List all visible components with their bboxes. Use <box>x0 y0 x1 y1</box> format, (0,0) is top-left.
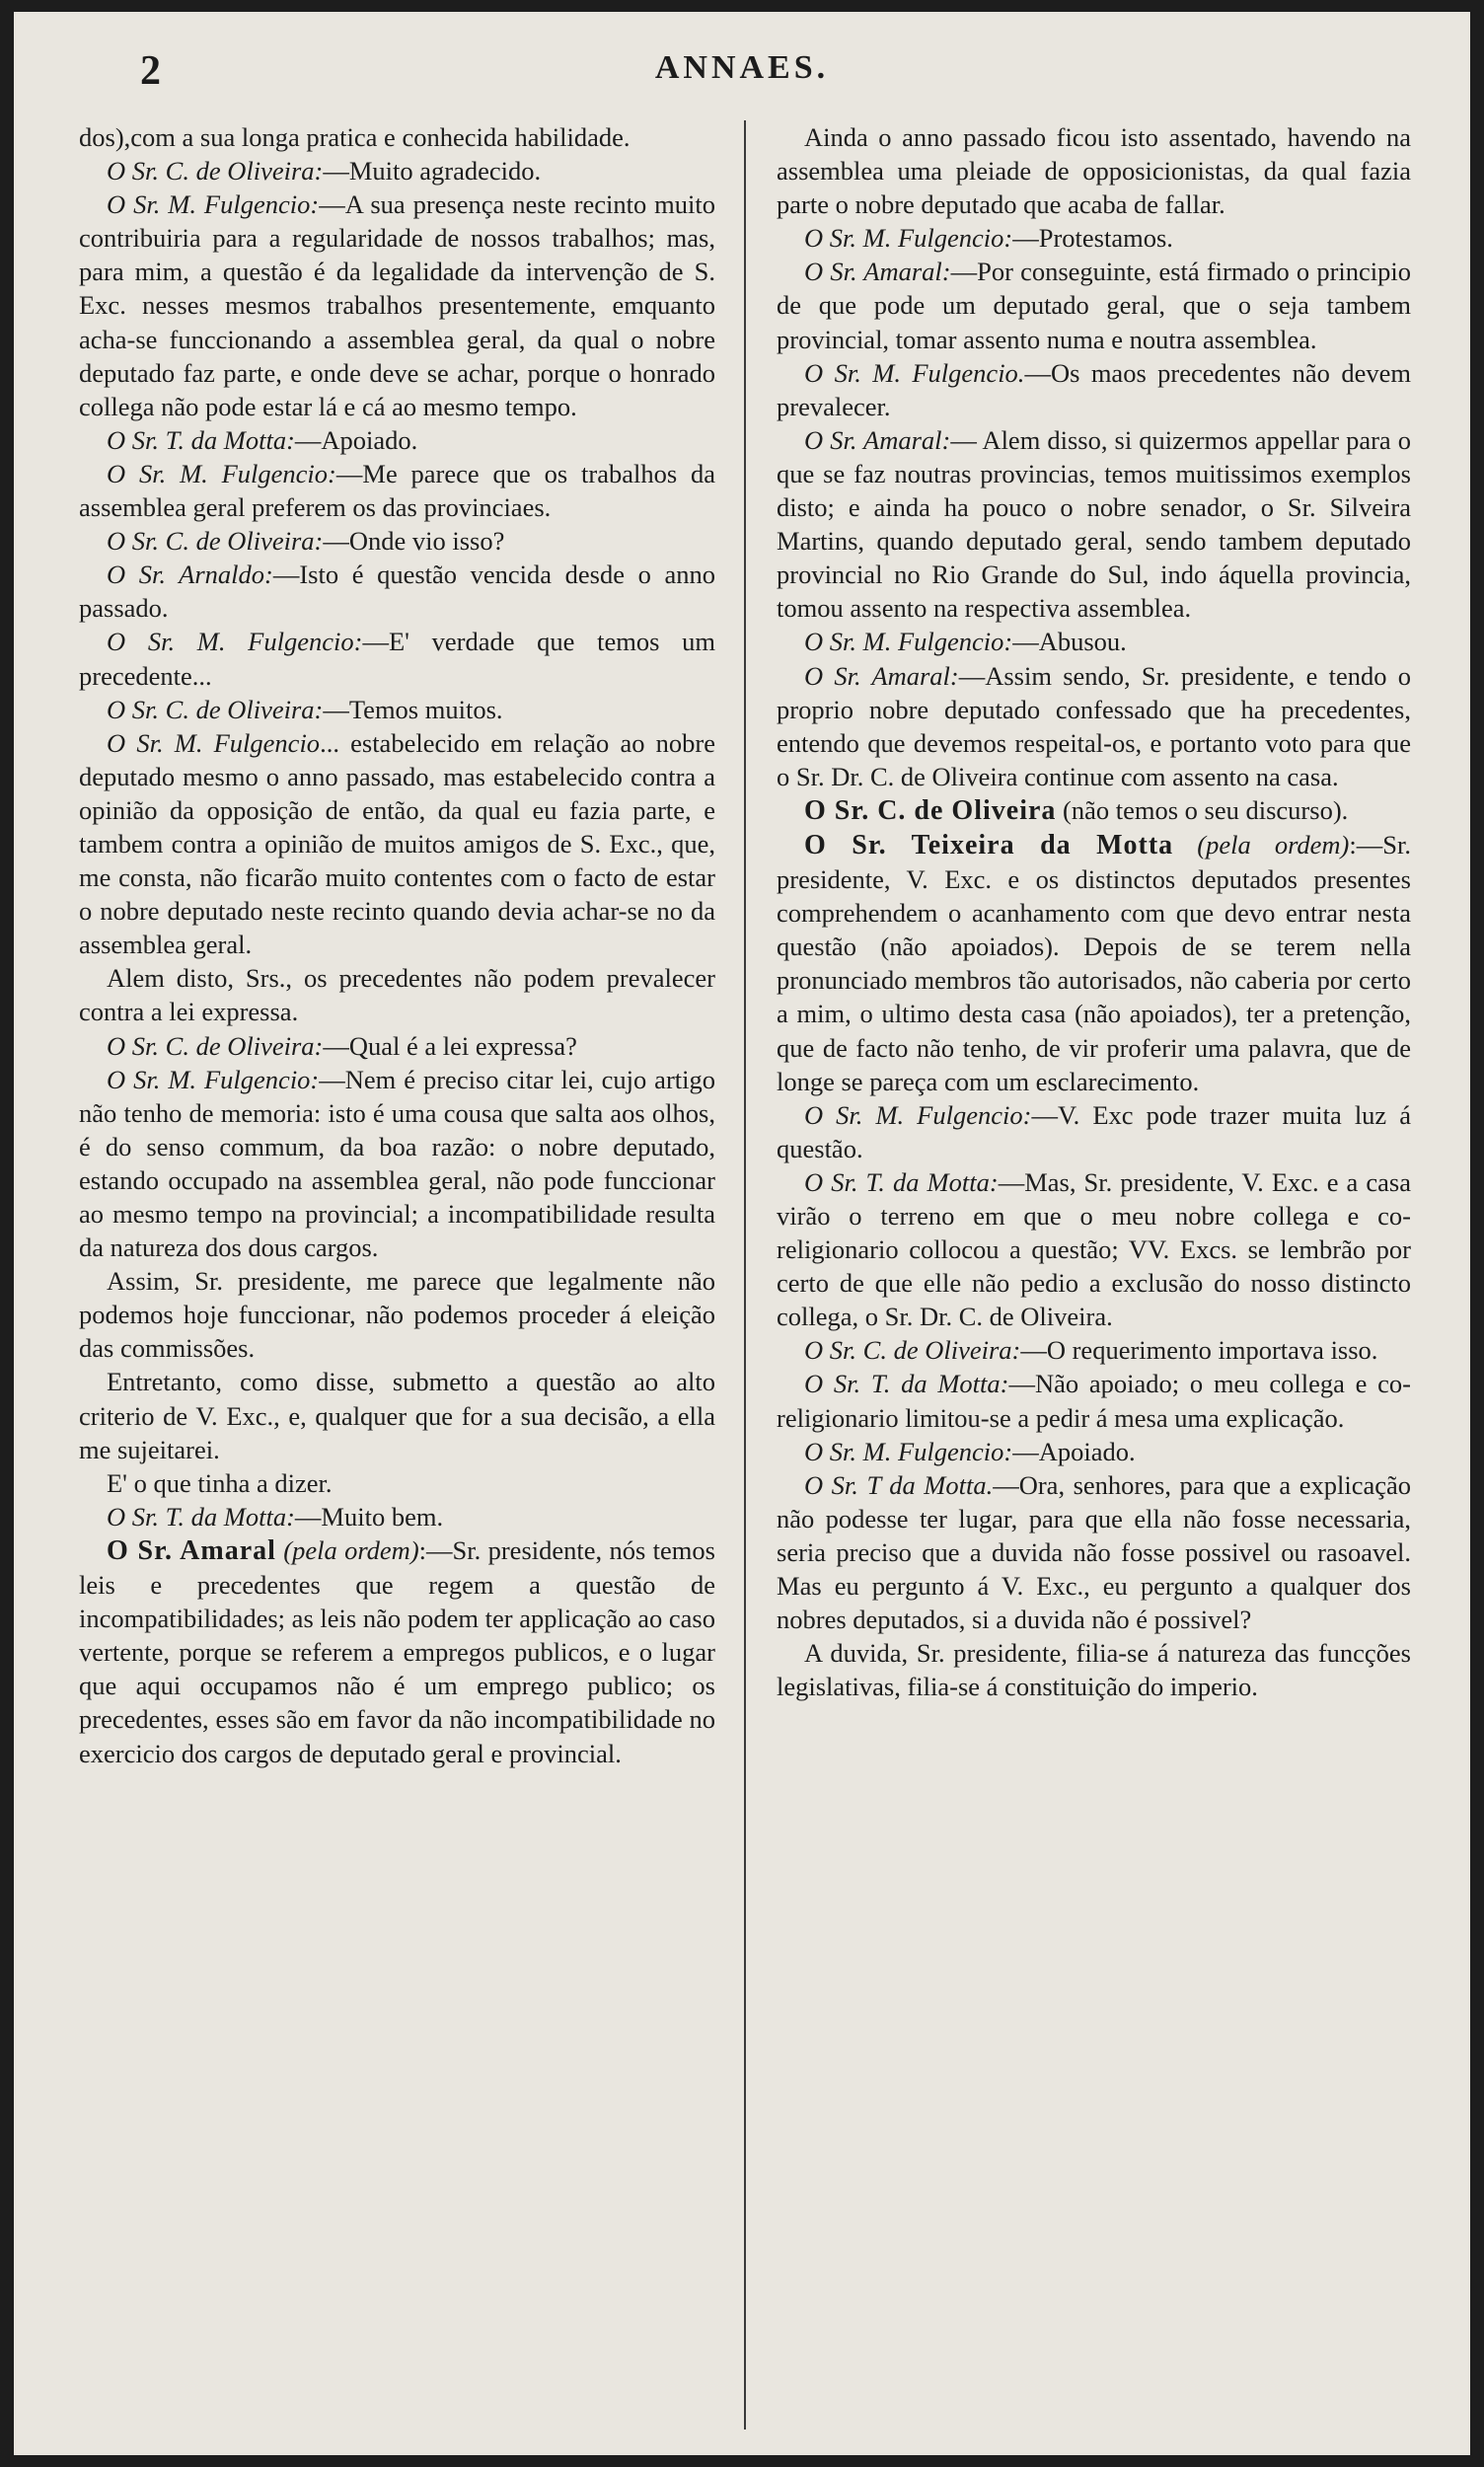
speaker-name: O Sr. Amaral <box>107 1534 276 1566</box>
speaker-name: O Sr. T. da Motta: <box>107 424 295 455</box>
column-divider <box>744 120 746 2430</box>
paragraph <box>79 1533 715 1770</box>
paragraph <box>79 120 715 154</box>
speaker-name: O Sr. Amaral: <box>804 257 951 287</box>
paragraph-text: E' o que tinha a dizer. <box>107 1467 333 1498</box>
paragraph-text: :—Sr. presidente, V. Exc. e os distinctos deputados presentes comprehendem o acanhamento com que devo entrar nesta questão (não apoiados). Depois de se terem nella pronunciado membros tão autorisados, não caberia por certo a mim, o ultimo desta casa (não apoiados), ter a pretenção, que de facto não tenho, de vir proferir uma palavra, que de longe se pareça com um esclarecimento. <box>777 829 1411 1096</box>
page-number: 2 <box>140 48 161 94</box>
paragraph-text: (não temos o seu discurso). <box>1056 794 1349 825</box>
paragraph-text: —Muito bem. <box>294 1501 444 1532</box>
paragraph <box>79 423 715 457</box>
speaker-name: O Sr. C. de Oliveira <box>804 794 1057 826</box>
paragraph <box>777 1468 1411 1636</box>
paragraph-text: —Isto é questão vencida desde o anno passado. <box>79 560 715 624</box>
paragraph-text: —Onde vio isso? <box>323 526 505 557</box>
paragraph <box>777 120 1411 221</box>
paragraph-text: Entretanto, como disse, submetto a questão ao alto criterio de V. Exc., e, qualquer que for a sua decisão, a ella me sujeitarei. <box>79 1367 715 1464</box>
paragraph <box>79 558 715 625</box>
paragraph <box>79 625 715 692</box>
paragraph-text: —Nem é preciso citar lei, cujo artigo não tenho de memoria: isto é uma cousa que salta aos olhos, é do senso commum, da boa razão: o nobre deputado, estando occupado na assemblea geral, não pode funccionar ao mesmo tempo na provincial; a incompatibilidade resulta da natureza dos dous cargos. <box>79 1064 715 1263</box>
paragraph-text: — Alem disso, si quizermos appellar para o que se faz noutras provincias, temos muitissimos exemplos disto; e ainda ha pouco o nobre senador, o Sr. Silveira Martins, quando deputado geral, sendo tambem deputado provincial no Rio Grande do Sul, indo áquella provincia, tomou assento na respectiva assemblea. <box>777 424 1411 624</box>
paragraph <box>777 828 1411 1098</box>
newspaper-page <box>14 12 1470 2455</box>
paragraph <box>777 1636 1411 1703</box>
speaker-name: O Sr. Arnaldo: <box>107 560 273 590</box>
paragraph-text: —O requerimento importava isso. <box>1020 1335 1378 1366</box>
paragraph-text: ... estabelecido em relação ao nobre deputado mesmo o anno passado, mas estabelecido contra a opinião da opposição de então, da qual eu fazia parte, e tambem contra a opinião de muitos amigos de S. Exc., que, me consta, não ficarão muito contentes com o facto de estar o nobre deputado neste recinto quando devia achar-se no da assemblea geral. <box>79 727 715 960</box>
paragraph <box>777 255 1411 355</box>
right-column <box>777 120 1411 1703</box>
paragraph-text: —E' verdade que temos um precedente... <box>79 627 715 691</box>
paragraph <box>79 187 715 423</box>
paragraph-text: —Por conseguinte, está firmado o principio de que pode um deputado geral, que o seja tambem provincial, tomar assento numa e noutra assemblea. <box>777 257 1411 354</box>
paragraph-text: —Apoiado. <box>1012 1436 1136 1466</box>
paragraph-text: —Muito agradecido. <box>323 156 542 187</box>
paragraph <box>79 1029 715 1063</box>
running-head: ANNAES. <box>654 49 830 86</box>
paragraph <box>777 659 1411 793</box>
paragraph <box>79 693 715 726</box>
paragraph-text: A duvida, Sr. presidente, filia-se á natureza das funcções legislativas, filia-se á constituição do imperio. <box>777 1638 1411 1702</box>
paragraph <box>777 221 1411 255</box>
paragraph <box>777 625 1411 658</box>
paragraph <box>777 423 1411 626</box>
paragraph-text: —Não apoiado; o meu collega e co-religionario limitou-se a pedir á mesa uma explicação. <box>777 1369 1411 1433</box>
paragraph <box>79 524 715 558</box>
speaker-name: O Sr. C. de Oliveira: <box>107 526 324 557</box>
speaker-name: O Sr. M. Fulgencio: <box>804 627 1013 657</box>
speaker-name: O Sr. C. de Oliveira: <box>107 1030 324 1061</box>
speaker-name: O Sr. M. Fulgencio <box>107 727 321 758</box>
paragraph-text: —Os maos precedentes não devem prevalecer. <box>777 357 1411 421</box>
left-column <box>79 120 715 1770</box>
paragraph <box>777 793 1411 828</box>
paragraph-text: —Apoiado. <box>294 424 418 455</box>
speaker-name: O Sr. M. Fulgencio: <box>107 458 336 488</box>
speaker-name: O Sr. C. de Oliveira: <box>107 156 324 187</box>
speaker-name: O Sr. T da Motta. <box>804 1469 994 1500</box>
page-header <box>14 47 1470 107</box>
speaker-name: O Sr. M. Fulgencio: <box>804 223 1013 254</box>
paragraph-text: dos),com a sua longa pratica e conhecida habilidade. <box>79 122 631 152</box>
paragraph-text: —Mas, Sr. presidente, V. Exc. e a casa virão o terreno em que o meu nobre collega e co-religionario collocou a questão; VV. Excs. se lembrão por certo de que elle não pedio a exclusão do nosso distincto collega, o Sr. Dr. C. de Oliveira. <box>777 1166 1411 1332</box>
paragraph <box>79 961 715 1028</box>
speaker-name: O Sr. C. de Oliveira: <box>107 694 324 724</box>
paragraph <box>777 1367 1411 1434</box>
paragraph-text: —A sua presença neste recinto muito contribuiria para a regularidade de nossos trabalhos; mas, para mim, a questão é da legalidade da intervenção de S. Exc. nesses mesmos trabalhos presentemente, emquanto acha-se funccionando a assemblea geral, da qual o nobre deputado faz parte, e onde deve se achar, porque o honrado collega não pode estar lá e cá ao mesmo tempo. <box>79 189 715 421</box>
paragraph-text: Alem disto, Srs., os precedentes não podem prevalecer contra a lei expressa. <box>79 963 715 1027</box>
speaker-aside: (pela ordem) <box>1173 829 1350 860</box>
paragraph <box>79 1365 715 1465</box>
paragraph <box>777 1435 1411 1468</box>
paragraph <box>777 356 1411 423</box>
speaker-name: O Sr. C. de Oliveira: <box>804 1335 1021 1366</box>
paragraph-text: :—Sr. presidente, nós temos leis e precedentes que regem a questão de incompatibilidades; as leis não podem ter applicação ao caso vertente, porque se referem a empregos publicos, e o lugar que aqui occupamos não é um emprego publico; os precedentes, esses são em favor da não incompatibilidade no exercicio dos cargos de deputado geral e provincial. <box>79 1534 715 1768</box>
paragraph-text: —Ora, senhores, para que a explicação não podesse ter lugar, para que ella não fosse necessaria, seria preciso que a duvida não fosse possivel ou rasoavel. Mas eu pergunto á V. Exc., eu pergunto a qualquer dos nobres deputados, si a duvida não é possivel? <box>777 1469 1411 1635</box>
speaker-name: O Sr. M. Fulgencio: <box>804 1436 1013 1466</box>
speaker-name: O Sr. M. Fulgencio: <box>107 189 320 220</box>
paragraph-text: —Qual é a lei expressa? <box>323 1030 577 1061</box>
paragraph-text: —Protestamos. <box>1012 223 1173 254</box>
paragraph <box>777 1333 1411 1367</box>
speaker-name: O Sr. Amaral: <box>804 424 951 455</box>
speaker-name: O Sr. M. Fulgencio. <box>804 357 1025 388</box>
paragraph-text: —Abusou. <box>1012 627 1127 657</box>
paragraph-text: Assim, Sr. presidente, me parece que legalmente não podemos hoje funccionar, não podemos proceder á eleição das commissões. <box>79 1266 715 1364</box>
paragraph <box>79 1264 715 1365</box>
paragraph <box>79 154 715 187</box>
speaker-aside: (pela ordem) <box>275 1534 419 1565</box>
paragraph <box>777 1165 1411 1333</box>
paragraph <box>79 1500 715 1533</box>
speaker-name: O Sr. T. da Motta: <box>804 1166 999 1197</box>
speaker-name: O Sr. T. da Motta: <box>107 1501 295 1532</box>
speaker-name: O Sr. T. da Motta: <box>804 1369 1009 1399</box>
paragraph <box>79 1063 715 1265</box>
paragraph <box>79 457 715 524</box>
speaker-name: O Sr. M. Fulgencio: <box>107 1064 320 1094</box>
speaker-name: O Sr. Amaral: <box>804 660 959 691</box>
speaker-name: O Sr. Teixeira da Motta <box>804 829 1174 860</box>
paragraph <box>79 1466 715 1500</box>
paragraph-text: —Assim sendo, Sr. presidente, e tendo o proprio nobre deputado confessado que ha precedentes, entendo que devemos respeital-os, e portanto voto para que o Sr. Dr. C. de Oliveira continue com assento na casa. <box>777 660 1411 791</box>
paragraph <box>777 1098 1411 1165</box>
paragraph-text: —V. Exc pode trazer muita luz á questão. <box>777 1099 1411 1163</box>
paragraph <box>79 726 715 962</box>
speaker-name: O Sr. M. Fulgencio: <box>107 627 363 657</box>
paragraph-text: Ainda o anno passado ficou isto assentado, havendo na assemblea uma pleiade de opposicionistas, da qual fazia parte o nobre deputado que acaba de fallar. <box>777 122 1411 220</box>
paragraph-text: —Temos muitos. <box>323 694 503 724</box>
speaker-name: O Sr. M. Fulgencio: <box>804 1099 1032 1130</box>
paragraph-text: —Me parece que os trabalhos da assemblea geral preferem os das provinciaes. <box>79 458 715 523</box>
